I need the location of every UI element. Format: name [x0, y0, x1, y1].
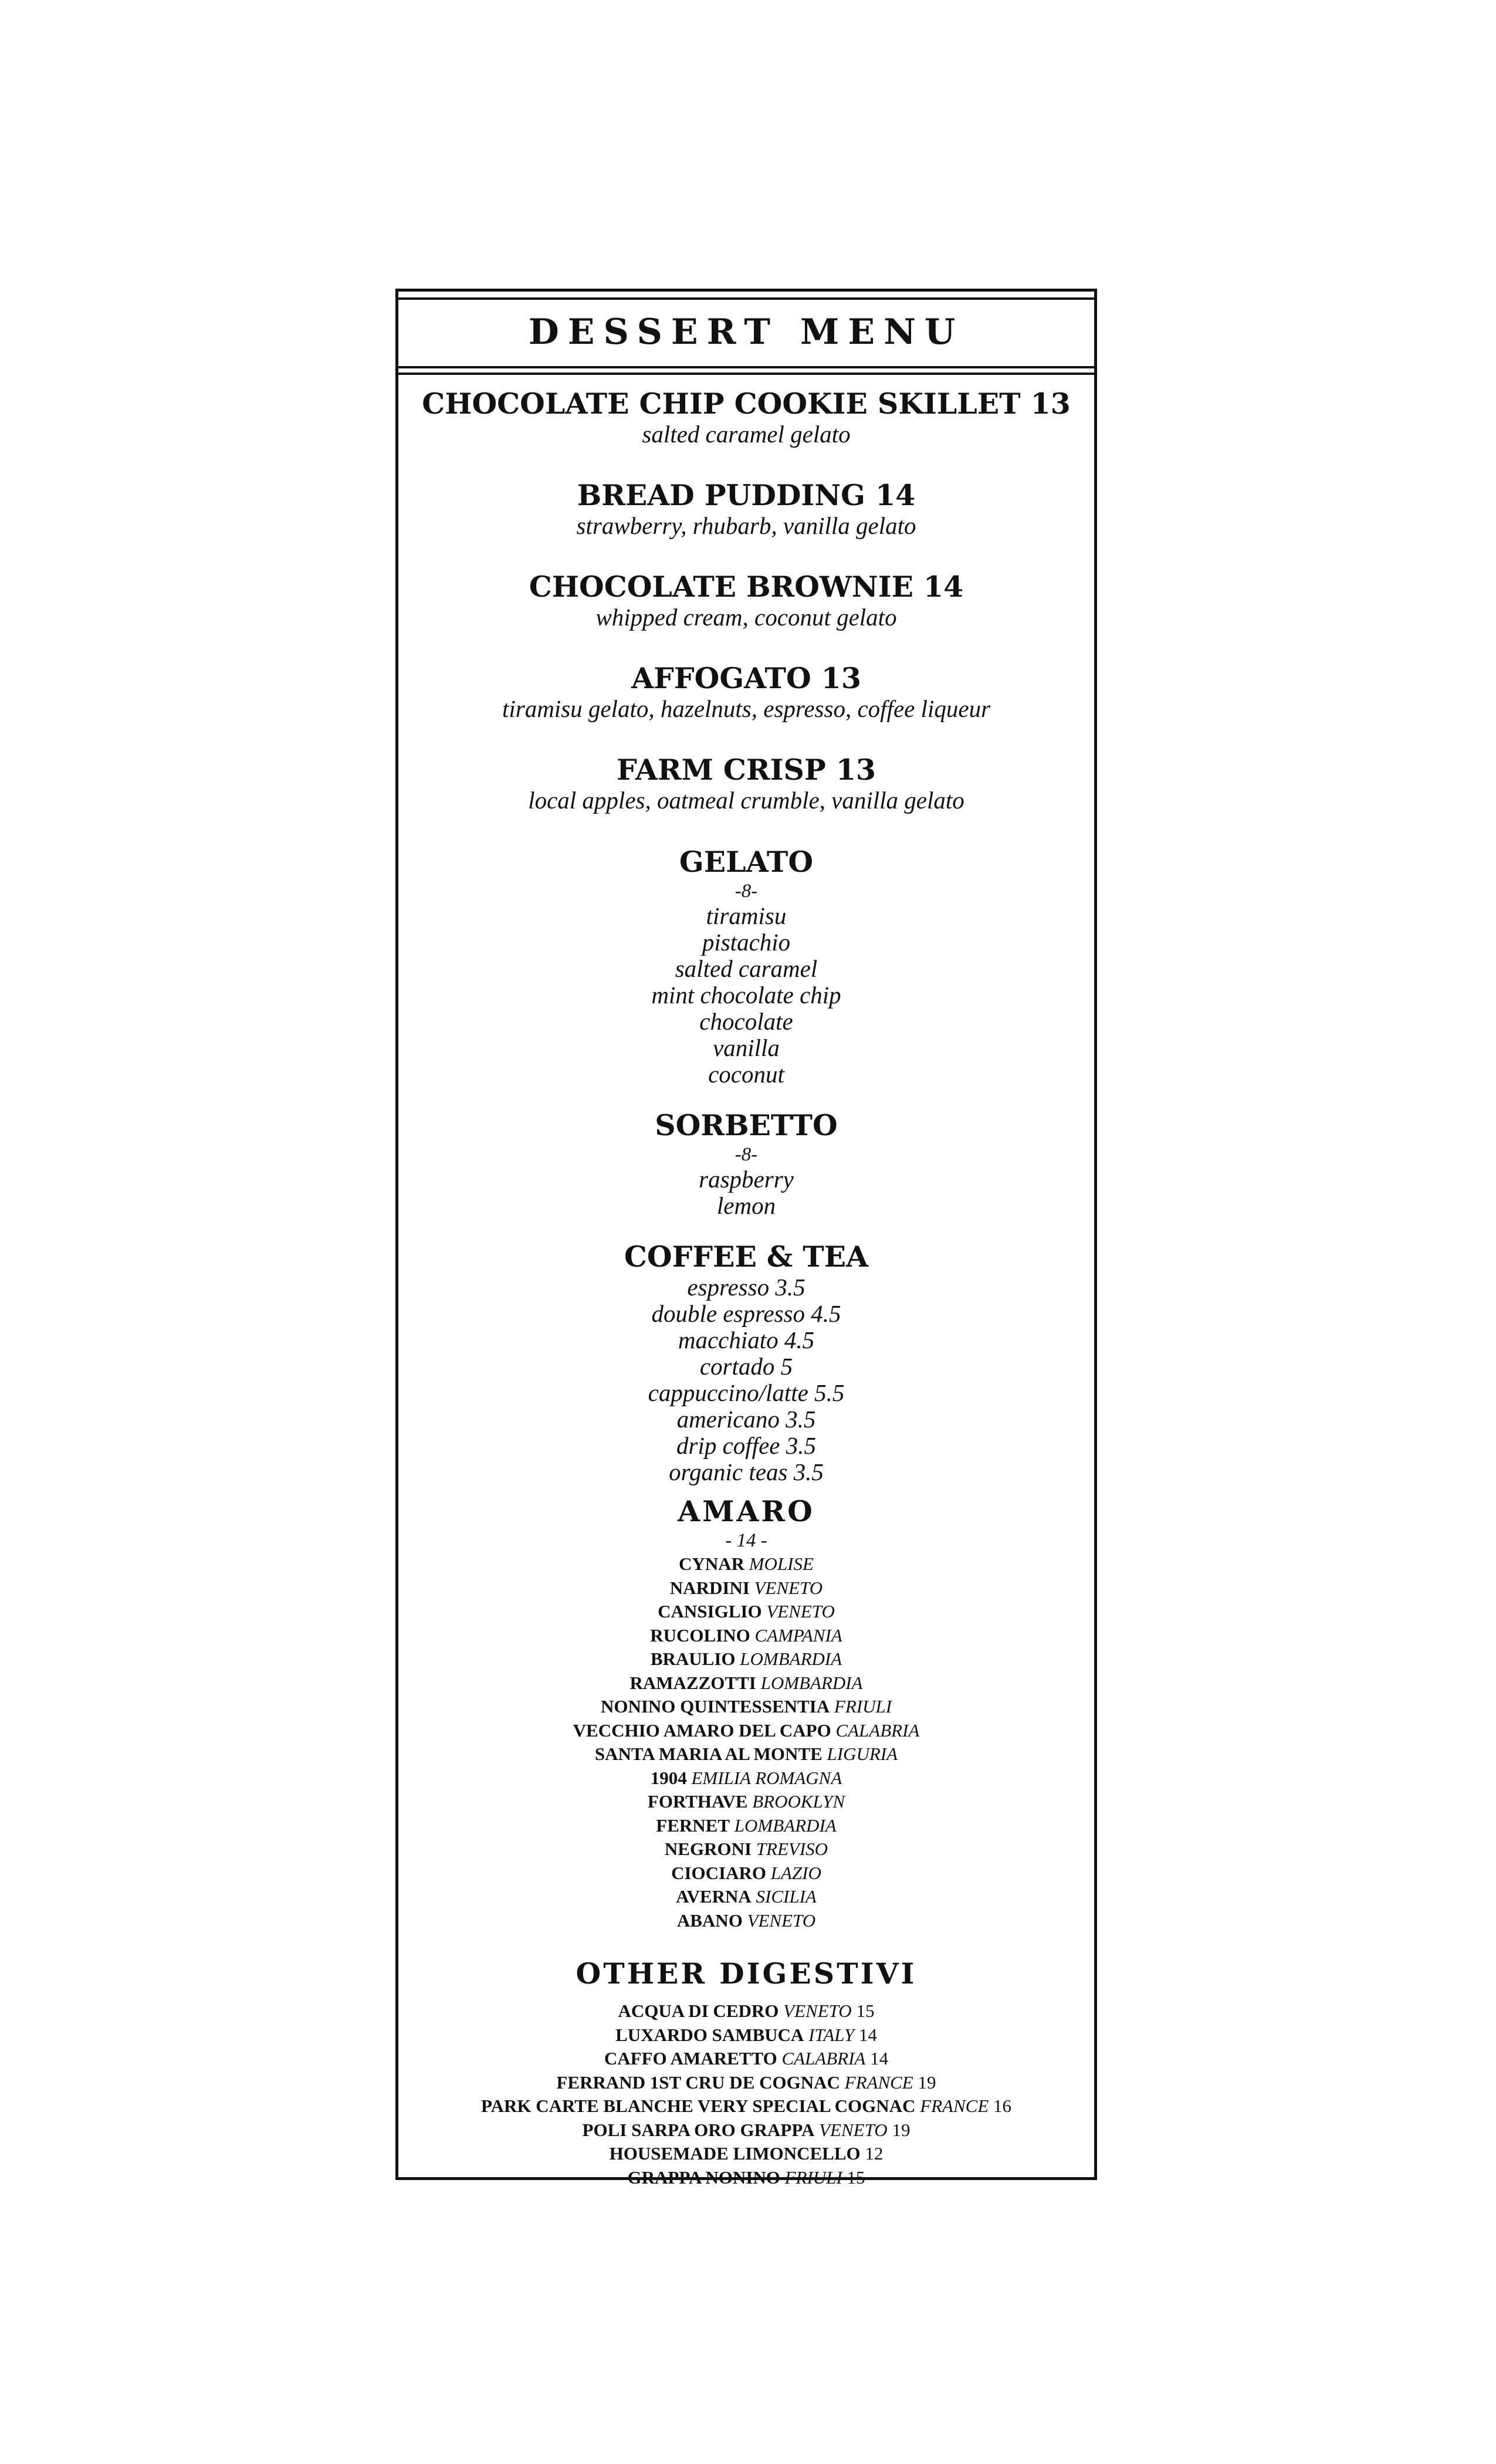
digestivo-region: CALABRIA [781, 2048, 866, 2069]
digestivo-name: FERRAND 1ST CRU DE COGNAC [556, 2072, 840, 2093]
amaro-name: NARDINI [669, 1577, 750, 1598]
amaro-region: LOMBARDIA [740, 1649, 842, 1669]
digestivo-item [398, 2047, 1094, 2071]
digestivo-region: FRANCE [920, 2096, 989, 2116]
sorbetto-section [398, 1108, 1094, 1219]
amaro-name: 1904 [650, 1767, 687, 1788]
gelato-price: -8- [735, 881, 758, 902]
digestivo-name: CAFFO AMARETTO [604, 2048, 777, 2069]
digestivo-price: 19 [918, 2072, 936, 2093]
dessert-name: BREAD PUDDING 14 [577, 478, 916, 512]
digestivo-name: LUXARDO SAMBUCA [615, 2024, 804, 2045]
digestivo-region: FRIULI [784, 2167, 842, 2188]
coffee-item: double espresso 4.5 [651, 1300, 841, 1327]
amaro-name: CANSIGLIO [658, 1601, 762, 1622]
amaro-region: LOMBARDIA [734, 1815, 837, 1836]
digestivo-item [398, 2142, 1094, 2166]
amaro-region: LIGURIA [827, 1744, 898, 1764]
gelato-flavor: pistachio [702, 929, 791, 956]
coffee-section [398, 1239, 1094, 1485]
amaro-section [398, 1494, 1094, 1932]
amaro-region: SICILIA [756, 1886, 817, 1907]
amaro-region: MOLISE [749, 1553, 814, 1574]
digestivo-price: 14 [870, 2048, 889, 2069]
amaro-item [398, 1790, 1094, 1814]
amaro-item [398, 1695, 1094, 1719]
digestivo-item [398, 2094, 1094, 2118]
digestivo-region: VENETO [819, 2119, 888, 2140]
amaro-region: VENETO [754, 1577, 823, 1598]
amaro-region: TREVISO [756, 1839, 828, 1859]
dessert-name: CHOCOLATE CHIP COOKIE SKILLET 13 [422, 387, 1071, 421]
gelato-flavor: tiramisu [706, 902, 787, 929]
digestivo-price: 15 [847, 2167, 865, 2188]
dessert-description: whipped cream, coconut gelato [595, 604, 897, 631]
digestivo-item [398, 2023, 1094, 2047]
digestivo-region: VENETO [783, 2001, 852, 2021]
amaro-name: FORTHAVE [647, 1791, 748, 1812]
gelato-title: GELATO [679, 845, 814, 879]
digestivo-price: 15 [856, 2001, 875, 2021]
coffee-item: organic teas 3.5 [669, 1458, 824, 1485]
coffee-item: drip coffee 3.5 [676, 1432, 816, 1459]
amaro-name: CYNAR [679, 1553, 744, 1574]
digestivo-region: ITALY [808, 2024, 855, 2045]
coffee-item: espresso 3.5 [687, 1274, 805, 1301]
amaro-title: AMARO [678, 1494, 815, 1528]
amaro-item [398, 1647, 1094, 1671]
dessert-item [398, 753, 1094, 814]
title-rule-lower [398, 373, 1094, 375]
dessert-item [398, 387, 1094, 448]
amaro-item [398, 1837, 1094, 1861]
amaro-item [398, 1766, 1094, 1791]
amaro-name: RAMAZZOTTI [629, 1672, 756, 1693]
gelato-flavor: coconut [708, 1061, 784, 1088]
sorbetto-title: SORBETTO [655, 1108, 838, 1142]
coffee-item: cappuccino/latte 5.5 [648, 1379, 845, 1406]
sorbetto-flavor: raspberry [699, 1166, 794, 1193]
sorbetto-price: -8- [735, 1144, 758, 1165]
dessert-item [398, 478, 1094, 539]
amaro-item [398, 1885, 1094, 1909]
amaro-region: BROOKLYN [752, 1791, 845, 1812]
digestivo-item [398, 2166, 1094, 2190]
digestivo-item [398, 2118, 1094, 2143]
digestivo-name: PARK CARTE BLANCHE VERY SPECIAL COGNAC [480, 2096, 916, 2116]
amaro-region: VENETO [766, 1601, 835, 1622]
amaro-name: BRAULIO [650, 1649, 736, 1669]
digestivi-title: OTHER DIGESTIVI [576, 1957, 917, 1991]
amaro-item [398, 1671, 1094, 1695]
gelato-flavor: vanilla [713, 1034, 780, 1061]
digestivo-item [398, 2071, 1094, 2095]
amaro-region: CAMPANIA [754, 1624, 842, 1646]
gelato-flavor: salted caramel [675, 955, 818, 982]
amaro-region: LAZIO [770, 1862, 821, 1883]
coffee-item: macchiato 4.5 [678, 1326, 815, 1353]
dessert-item [398, 570, 1094, 631]
gelato-section [398, 844, 1094, 1088]
amaro-region: EMILIA ROMAGNA [691, 1767, 842, 1788]
amaro-item [398, 1624, 1094, 1648]
amaro-region: LOMBARDIA [760, 1672, 863, 1693]
amaro-item [398, 1576, 1094, 1600]
amaro-name: SANTA MARIA AL MONTE [594, 1744, 823, 1764]
amaro-name: AVERNA [676, 1886, 752, 1907]
amaro-item [398, 1719, 1094, 1743]
amaro-price: - 14 - [725, 1530, 767, 1551]
digestivo-price: 16 [993, 2096, 1012, 2116]
gelato-flavor: mint chocolate chip [651, 981, 841, 1008]
title-rule-upper [398, 366, 1094, 368]
amaro-name: NONINO QUINTESSENTIA [600, 1696, 830, 1717]
amaro-item [398, 1861, 1094, 1886]
amaro-name: ABANO [676, 1910, 743, 1931]
amaro-region: FRIULI [834, 1696, 892, 1717]
amaro-item [398, 1552, 1094, 1576]
amaro-region: CALABRIA [835, 1720, 920, 1741]
coffee-item: americano 3.5 [676, 1406, 816, 1433]
digestivo-price: 12 [865, 2143, 884, 2164]
amaro-item [398, 1742, 1094, 1766]
gelato-flavor: chocolate [699, 1008, 793, 1035]
digestivi-section [398, 1956, 1094, 2189]
coffee-title: COFFEE & TEA [624, 1240, 869, 1274]
amaro-item [398, 1600, 1094, 1624]
digestivo-region: FRANCE [844, 2072, 913, 2093]
dessert-description: tiramisu gelato, hazelnuts, espresso, coffee liqueur [502, 695, 991, 722]
amaro-name: NEGRONI [664, 1839, 752, 1859]
digestivo-name: GRAPPA NONINO [627, 2167, 780, 2188]
digestivo-price: 14 [858, 2024, 877, 2045]
amaro-item [398, 1909, 1094, 1933]
dessert-description: local apples, oatmeal crumble, vanilla gelato [528, 787, 964, 814]
amaro-item [398, 1814, 1094, 1838]
amaro-region: VENETO [747, 1910, 816, 1931]
sorbetto-flavor: lemon [716, 1192, 776, 1219]
digestivo-item [398, 1999, 1094, 2023]
digestivo-name: ACQUA DI CEDRO [618, 2001, 779, 2021]
digestivo-name: HOUSEMADE LIMONCELLO [609, 2143, 861, 2164]
amaro-name: RUCOLINO [650, 1624, 750, 1646]
digestivo-name: POLI SARPA ORO GRAPPA [582, 2119, 815, 2140]
amaro-name: VECCHIO AMARO DEL CAPO [573, 1720, 831, 1741]
dessert-name: FARM CRISP 13 [616, 753, 876, 787]
dessert-name: CHOCOLATE BROWNIE 14 [529, 570, 964, 604]
digestivo-price: 19 [892, 2119, 911, 2140]
amaro-name: CIOCIARO [671, 1862, 766, 1883]
dessert-description: salted caramel gelato [642, 421, 851, 448]
top-double-rule [398, 297, 1094, 300]
menu-content [398, 387, 1094, 2209]
dessert-item [398, 661, 1094, 722]
menu-title: DESSERT MENU [528, 312, 964, 353]
menu-frame [395, 289, 1097, 2188]
dessert-name: AFFOGATO 13 [631, 661, 861, 695]
amaro-name: FERNET [656, 1815, 730, 1836]
dessert-description: strawberry, rhubarb, vanilla gelato [576, 512, 916, 539]
coffee-item: cortado 5 [699, 1353, 793, 1380]
